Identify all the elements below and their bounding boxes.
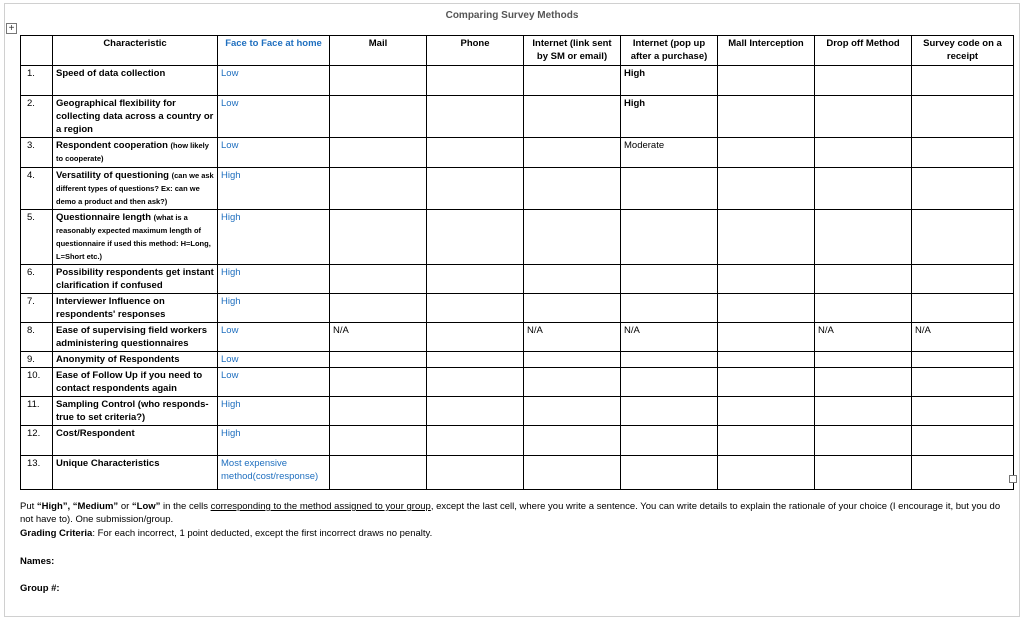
row-number: 7.: [21, 294, 53, 323]
method-cell[interactable]: [912, 426, 1014, 456]
method-cell[interactable]: N/A: [330, 323, 427, 352]
row-number: 4.: [21, 168, 53, 210]
method-cell[interactable]: [621, 397, 718, 426]
header-phone: Phone: [427, 36, 524, 66]
survey-methods-table: [20, 35, 1014, 490]
method-cell[interactable]: [912, 210, 1014, 265]
header-internet-link: Internet (link sent by SM or email): [524, 36, 621, 66]
method-cell[interactable]: High: [218, 265, 330, 294]
method-cell[interactable]: [427, 456, 524, 490]
method-cell[interactable]: [427, 66, 524, 96]
method-cell[interactable]: [815, 138, 912, 168]
method-cell[interactable]: [912, 66, 1014, 96]
method-cell[interactable]: [524, 426, 621, 456]
table-row: [21, 138, 1014, 168]
method-cell[interactable]: [718, 323, 815, 352]
method-cell[interactable]: [524, 265, 621, 294]
method-cell[interactable]: [718, 456, 815, 490]
method-cell[interactable]: [427, 96, 524, 138]
method-cell[interactable]: [718, 352, 815, 368]
method-cell[interactable]: [427, 210, 524, 265]
row-number: 6.: [21, 265, 53, 294]
row-characteristic: Anonymity of Respondents: [53, 352, 218, 368]
method-cell[interactable]: [912, 368, 1014, 397]
table-row: [21, 426, 1014, 456]
method-cell[interactable]: [718, 138, 815, 168]
characteristic-note: (what is a reasonably expected maximum length of questionnaire if used this method: H=Long, L=Short etc.): [56, 213, 211, 261]
row-characteristic: Cost/Respondent: [53, 426, 218, 456]
method-cell[interactable]: [621, 368, 718, 397]
method-cell[interactable]: [815, 96, 912, 138]
method-cell[interactable]: [815, 66, 912, 96]
method-cell[interactable]: [912, 456, 1014, 490]
method-cell[interactable]: High: [218, 397, 330, 426]
method-cell[interactable]: [718, 426, 815, 456]
method-cell[interactable]: High: [218, 210, 330, 265]
method-cell[interactable]: [330, 426, 427, 456]
method-cell[interactable]: Low: [218, 323, 330, 352]
method-cell[interactable]: N/A: [815, 323, 912, 352]
row-number: 13.: [21, 456, 53, 490]
header-mail: Mail: [330, 36, 427, 66]
method-cell[interactable]: [524, 168, 621, 210]
characteristic-note: (can we ask different types of questions? Ex: can we demo a product and then ask?): [56, 171, 214, 206]
table-row: [21, 397, 1014, 426]
table-row: [21, 323, 1014, 352]
method-cell[interactable]: [524, 294, 621, 323]
method-cell[interactable]: [524, 397, 621, 426]
method-cell[interactable]: [912, 294, 1014, 323]
method-cell[interactable]: [718, 168, 815, 210]
header-face-to-face: Face to Face at home: [218, 36, 330, 66]
method-cell[interactable]: [718, 265, 815, 294]
method-cell[interactable]: [718, 397, 815, 426]
row-characteristic: Versatility of questioning (can we ask different types of questions? Ex: can we demo a product and then ask?): [53, 168, 218, 210]
row-characteristic: Respondent cooperation (how likely to cooperate): [53, 138, 218, 168]
method-cell[interactable]: [815, 265, 912, 294]
method-cell[interactable]: [912, 352, 1014, 368]
row-characteristic: Ease of Follow Up if you need to contact respondents again: [53, 368, 218, 397]
method-cell[interactable]: [912, 397, 1014, 426]
method-cell[interactable]: High: [218, 168, 330, 210]
method-cell[interactable]: [815, 210, 912, 265]
method-cell[interactable]: N/A: [912, 323, 1014, 352]
header-internet-popup: Internet (pop up after a purchase): [621, 36, 718, 66]
row-number: 8.: [21, 323, 53, 352]
row-number: 1.: [21, 66, 53, 96]
method-cell[interactable]: [427, 138, 524, 168]
instructions-paragraph: Put “High”, “Medium” or “Low” in the cells corresponding to the method assigned to your group, except the last cell, where you write a sentence. You can write details to explain the rationale of your choice (I encourage it, but you do not have to). One submission/group.: [20, 501, 1001, 525]
header-mall-interception: Mall Interception: [718, 36, 815, 66]
row-number: 2.: [21, 96, 53, 138]
method-cell[interactable]: [815, 456, 912, 490]
method-cell[interactable]: [621, 426, 718, 456]
method-cell[interactable]: [330, 66, 427, 96]
method-cell[interactable]: N/A: [524, 323, 621, 352]
method-cell[interactable]: [524, 456, 621, 490]
method-cell[interactable]: High: [621, 66, 718, 96]
row-characteristic: Ease of supervising field workers administering questionnaires: [53, 323, 218, 352]
table-row: [21, 294, 1014, 323]
method-cell[interactable]: [815, 168, 912, 210]
method-cell[interactable]: [718, 66, 815, 96]
row-number: 11.: [21, 397, 53, 426]
method-cell[interactable]: [524, 368, 621, 397]
table-row: [21, 210, 1014, 265]
method-cell[interactable]: [330, 96, 427, 138]
row-number: 12.: [21, 426, 53, 456]
table-row: [21, 265, 1014, 294]
method-cell[interactable]: [815, 352, 912, 368]
method-cell[interactable]: [912, 168, 1014, 210]
method-cell[interactable]: [427, 323, 524, 352]
method-cell[interactable]: [815, 397, 912, 426]
row-characteristic: Interviewer Influence on respondents' responses: [53, 294, 218, 323]
method-cell[interactable]: [912, 265, 1014, 294]
method-cell[interactable]: [427, 368, 524, 397]
method-cell[interactable]: [330, 265, 427, 294]
table-row: [21, 66, 1014, 96]
method-cell[interactable]: [427, 168, 524, 210]
method-cell[interactable]: [621, 168, 718, 210]
row-characteristic: Geographical flexibility for collecting data across a country or a region: [53, 96, 218, 138]
method-cell[interactable]: [718, 368, 815, 397]
row-number: 5.: [21, 210, 53, 265]
method-cell[interactable]: [427, 426, 524, 456]
header-survey-code: Survey code on a receipt: [912, 36, 1014, 66]
row-characteristic: Possibility respondents get instant clarification if confused: [53, 265, 218, 294]
method-cell[interactable]: [427, 352, 524, 368]
names-label: Names:: [20, 556, 55, 567]
row-number: 10.: [21, 368, 53, 397]
method-cell[interactable]: [912, 96, 1014, 138]
method-cell[interactable]: [815, 368, 912, 397]
table-row: [21, 368, 1014, 397]
method-cell[interactable]: [427, 397, 524, 426]
row-number: 3.: [21, 138, 53, 168]
group-label: Group #:: [20, 583, 60, 594]
method-cell[interactable]: [815, 294, 912, 323]
method-cell[interactable]: Low: [218, 352, 330, 368]
header-drop-off: Drop off Method: [815, 36, 912, 66]
method-cell[interactable]: [815, 426, 912, 456]
header-characteristic: Characteristic: [53, 36, 218, 66]
method-cell[interactable]: High: [218, 294, 330, 323]
table-row: [21, 352, 1014, 368]
method-cell[interactable]: [912, 138, 1014, 168]
row-characteristic: Unique Characteristics: [53, 456, 218, 490]
method-cell[interactable]: Low: [218, 96, 330, 138]
method-cell[interactable]: [621, 352, 718, 368]
row-characteristic: Speed of data collection: [53, 66, 218, 96]
grading-criteria: Grading Criteria: For each incorrect, 1 point deducted, except the first incorrect draws no penalty.: [20, 528, 433, 539]
table-row: [21, 168, 1014, 210]
method-cell[interactable]: Low: [218, 138, 330, 168]
row-characteristic: Questionnaire length (what is a reasonably expected maximum length of questionnaire if used this method: H=Long, L=Short etc.): [53, 210, 218, 265]
method-cell[interactable]: [621, 210, 718, 265]
characteristic-note: (how likely to cooperate): [56, 141, 209, 163]
method-cell[interactable]: [427, 265, 524, 294]
method-cell[interactable]: [621, 456, 718, 490]
method-cell[interactable]: [330, 456, 427, 490]
header-number: [21, 36, 53, 66]
method-cell[interactable]: [524, 138, 621, 168]
method-cell[interactable]: [718, 210, 815, 265]
row-number: 9.: [21, 352, 53, 368]
method-cell[interactable]: [621, 294, 718, 323]
table-header-row: [21, 36, 1014, 66]
method-cell[interactable]: [330, 368, 427, 397]
method-cell[interactable]: [524, 210, 621, 265]
method-cell[interactable]: Low: [218, 66, 330, 96]
method-cell[interactable]: [330, 168, 427, 210]
document-title: Comparing Survey Methods: [445, 10, 579, 21]
method-cell[interactable]: [621, 265, 718, 294]
table-move-handle-icon[interactable]: +: [6, 23, 17, 34]
method-cell[interactable]: High: [218, 426, 330, 456]
method-cell[interactable]: [330, 210, 427, 265]
method-cell[interactable]: High: [621, 96, 718, 138]
method-cell[interactable]: [524, 96, 621, 138]
instructions: [20, 500, 1010, 541]
method-cell[interactable]: [718, 96, 815, 138]
method-cell[interactable]: [524, 352, 621, 368]
table-row: [21, 456, 1014, 490]
method-cell[interactable]: [330, 294, 427, 323]
row-characteristic: Sampling Control (who responds- true to set criteria?): [53, 397, 218, 426]
method-cell[interactable]: Most expensive method(cost/response): [218, 456, 330, 490]
method-cell[interactable]: [330, 397, 427, 426]
method-cell[interactable]: [330, 138, 427, 168]
method-cell[interactable]: Moderate: [621, 138, 718, 168]
method-cell[interactable]: [718, 294, 815, 323]
method-cell[interactable]: [427, 294, 524, 323]
method-cell[interactable]: [330, 352, 427, 368]
table-resize-handle[interactable]: [1009, 475, 1017, 483]
method-cell[interactable]: Low: [218, 368, 330, 397]
table-row: [21, 96, 1014, 138]
method-cell[interactable]: [524, 66, 621, 96]
method-cell[interactable]: N/A: [621, 323, 718, 352]
